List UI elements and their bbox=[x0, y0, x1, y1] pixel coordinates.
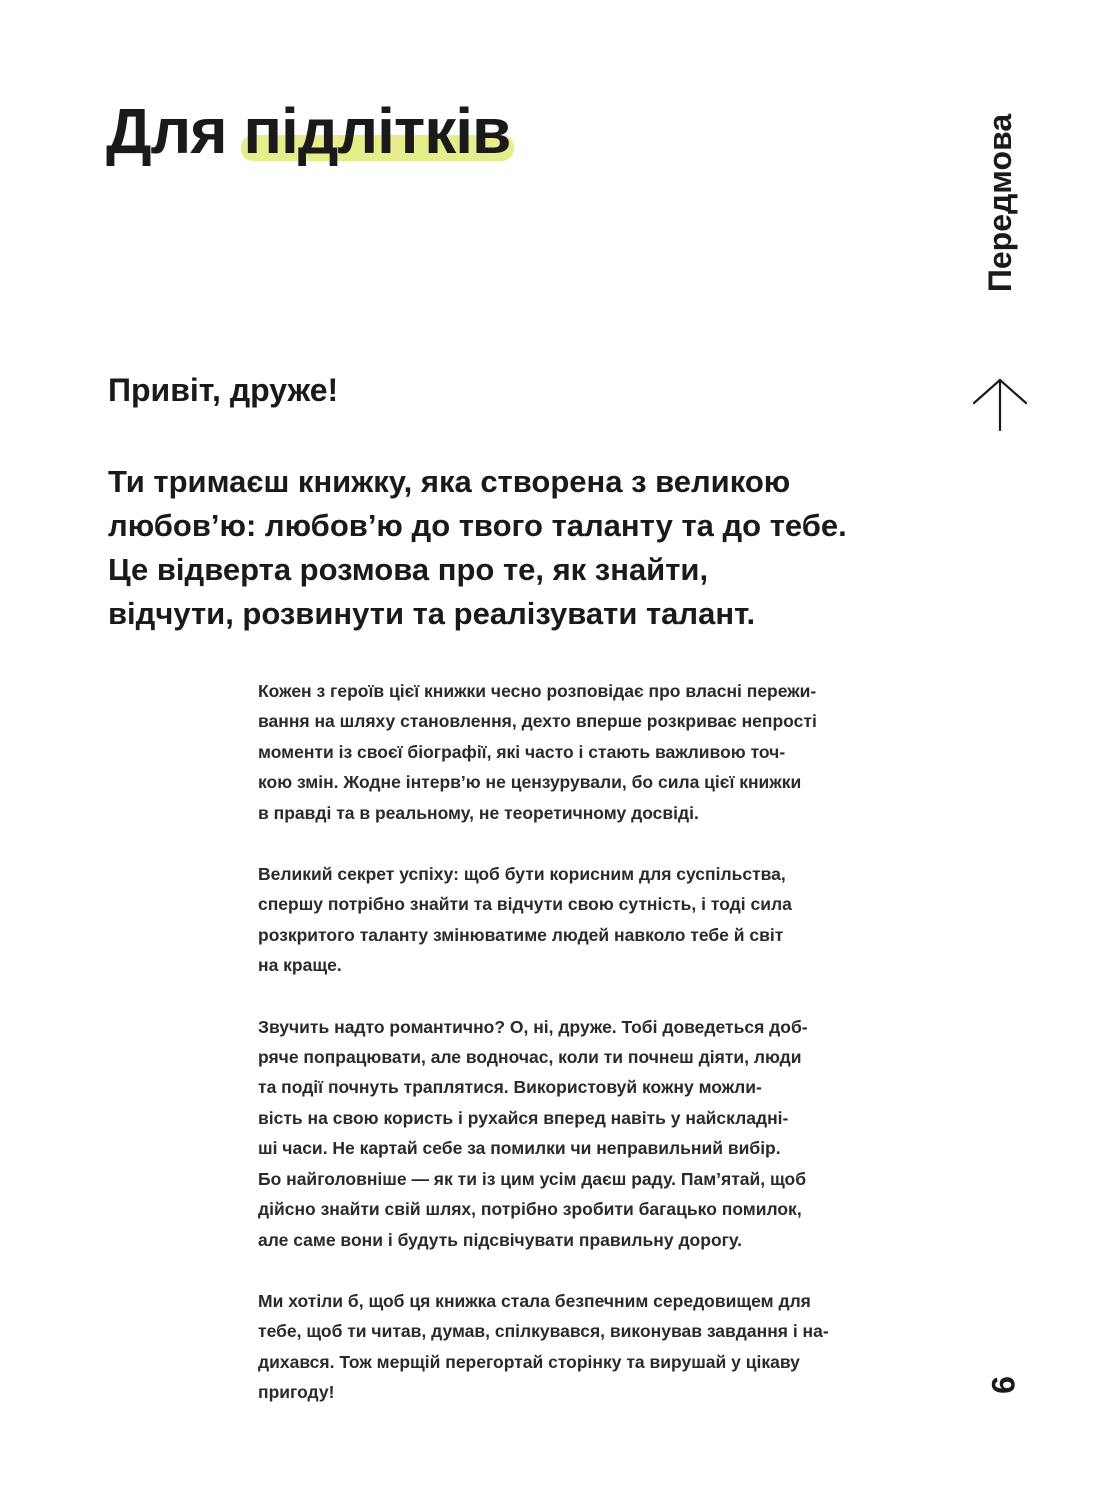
arrow-up-icon bbox=[970, 376, 1030, 432]
greeting: Привіт, друже! bbox=[108, 372, 339, 408]
title-text: Для bbox=[106, 95, 244, 167]
lead-line: відчути, розвинути та реалізувати талант. bbox=[108, 596, 756, 631]
text-line: Великий секрет успіху: щоб бути корисним для суспільства, bbox=[258, 864, 786, 885]
text-line: пригоду! bbox=[258, 1382, 335, 1403]
body-paragraph-4 bbox=[258, 1286, 932, 1408]
text-line: вість на свою користь і рухайся вперед навіть у найскладні- bbox=[258, 1107, 789, 1128]
body-paragraph-2 bbox=[258, 859, 932, 981]
text-line: в правді та в реальному, не теоретичному досвіді. bbox=[258, 802, 699, 823]
text-line: спершу потрібно знайти та відчути свою сутність, і тоді сила bbox=[258, 894, 792, 915]
body-paragraph-1 bbox=[258, 676, 932, 828]
body-text bbox=[258, 676, 932, 1439]
page-title bbox=[106, 92, 510, 170]
text-line: дійсно знайти свій шлях, потрібно зробити багацько помилок, bbox=[258, 1199, 802, 1220]
text-line: розкритого таланту змінюватиме людей навколо тебе й світ bbox=[258, 924, 784, 945]
text-line: Бо найголовніше — як ти із цим усім даєш раду. Пам’ятай, щоб bbox=[258, 1168, 807, 1189]
text-line: та події почнуть траплятися. Використовуй кожну можли- bbox=[258, 1077, 762, 1098]
text-line: ряче попрацювати, але водночас, коли ти почнеш діяти, люди bbox=[258, 1047, 802, 1068]
text-line: тебе, щоб ти читав, думав, спілкувався, виконував завдання і на- bbox=[258, 1321, 829, 1342]
text-line: кою змін. Жодне інтерв’ю не цензурували, бо сила цієї книжки bbox=[258, 772, 802, 793]
text-line: моменти із своєї біографії, які часто і стають важливою точ- bbox=[258, 741, 786, 762]
text-line: вання на шляху становлення, дехто вперше розкриває непрості bbox=[258, 711, 817, 732]
text-line: дихався. Тож мерщій перегортай сторінку та вирушай у цікаву bbox=[258, 1351, 800, 1372]
title-highlighted-word: підлітків bbox=[243, 95, 511, 167]
text-line: але саме вони і будуть підсвічувати правильну дорогу. bbox=[258, 1229, 742, 1250]
lead-line: Це відверта розмова про те, як знайти, bbox=[108, 552, 709, 587]
lead-line: Ти тримаєш книжку, яка створена з великою bbox=[108, 464, 791, 499]
lead-paragraph bbox=[108, 460, 938, 636]
body-paragraph-3 bbox=[258, 1012, 932, 1255]
lead-line: любов’ю: любов’ю до твого таланту та до тебе. bbox=[108, 508, 847, 543]
text-line: ші часи. Не картай себе за помилки чи неправильний вибір. bbox=[258, 1138, 781, 1159]
text-line: Ми хотіли б, щоб ця книжка стала безпечним середовищем для bbox=[258, 1290, 811, 1311]
text-line: Звучить надто романтично? О, ні, друже. Тобі доведеться доб- bbox=[258, 1016, 808, 1037]
page-number: 9 bbox=[985, 1376, 1021, 1394]
text-line: на краще. bbox=[258, 955, 342, 976]
section-label: Передмова bbox=[982, 113, 1018, 293]
text-line: Кожен з героїв цієї книжки чесно розповідає про власні пережи- bbox=[258, 681, 817, 701]
